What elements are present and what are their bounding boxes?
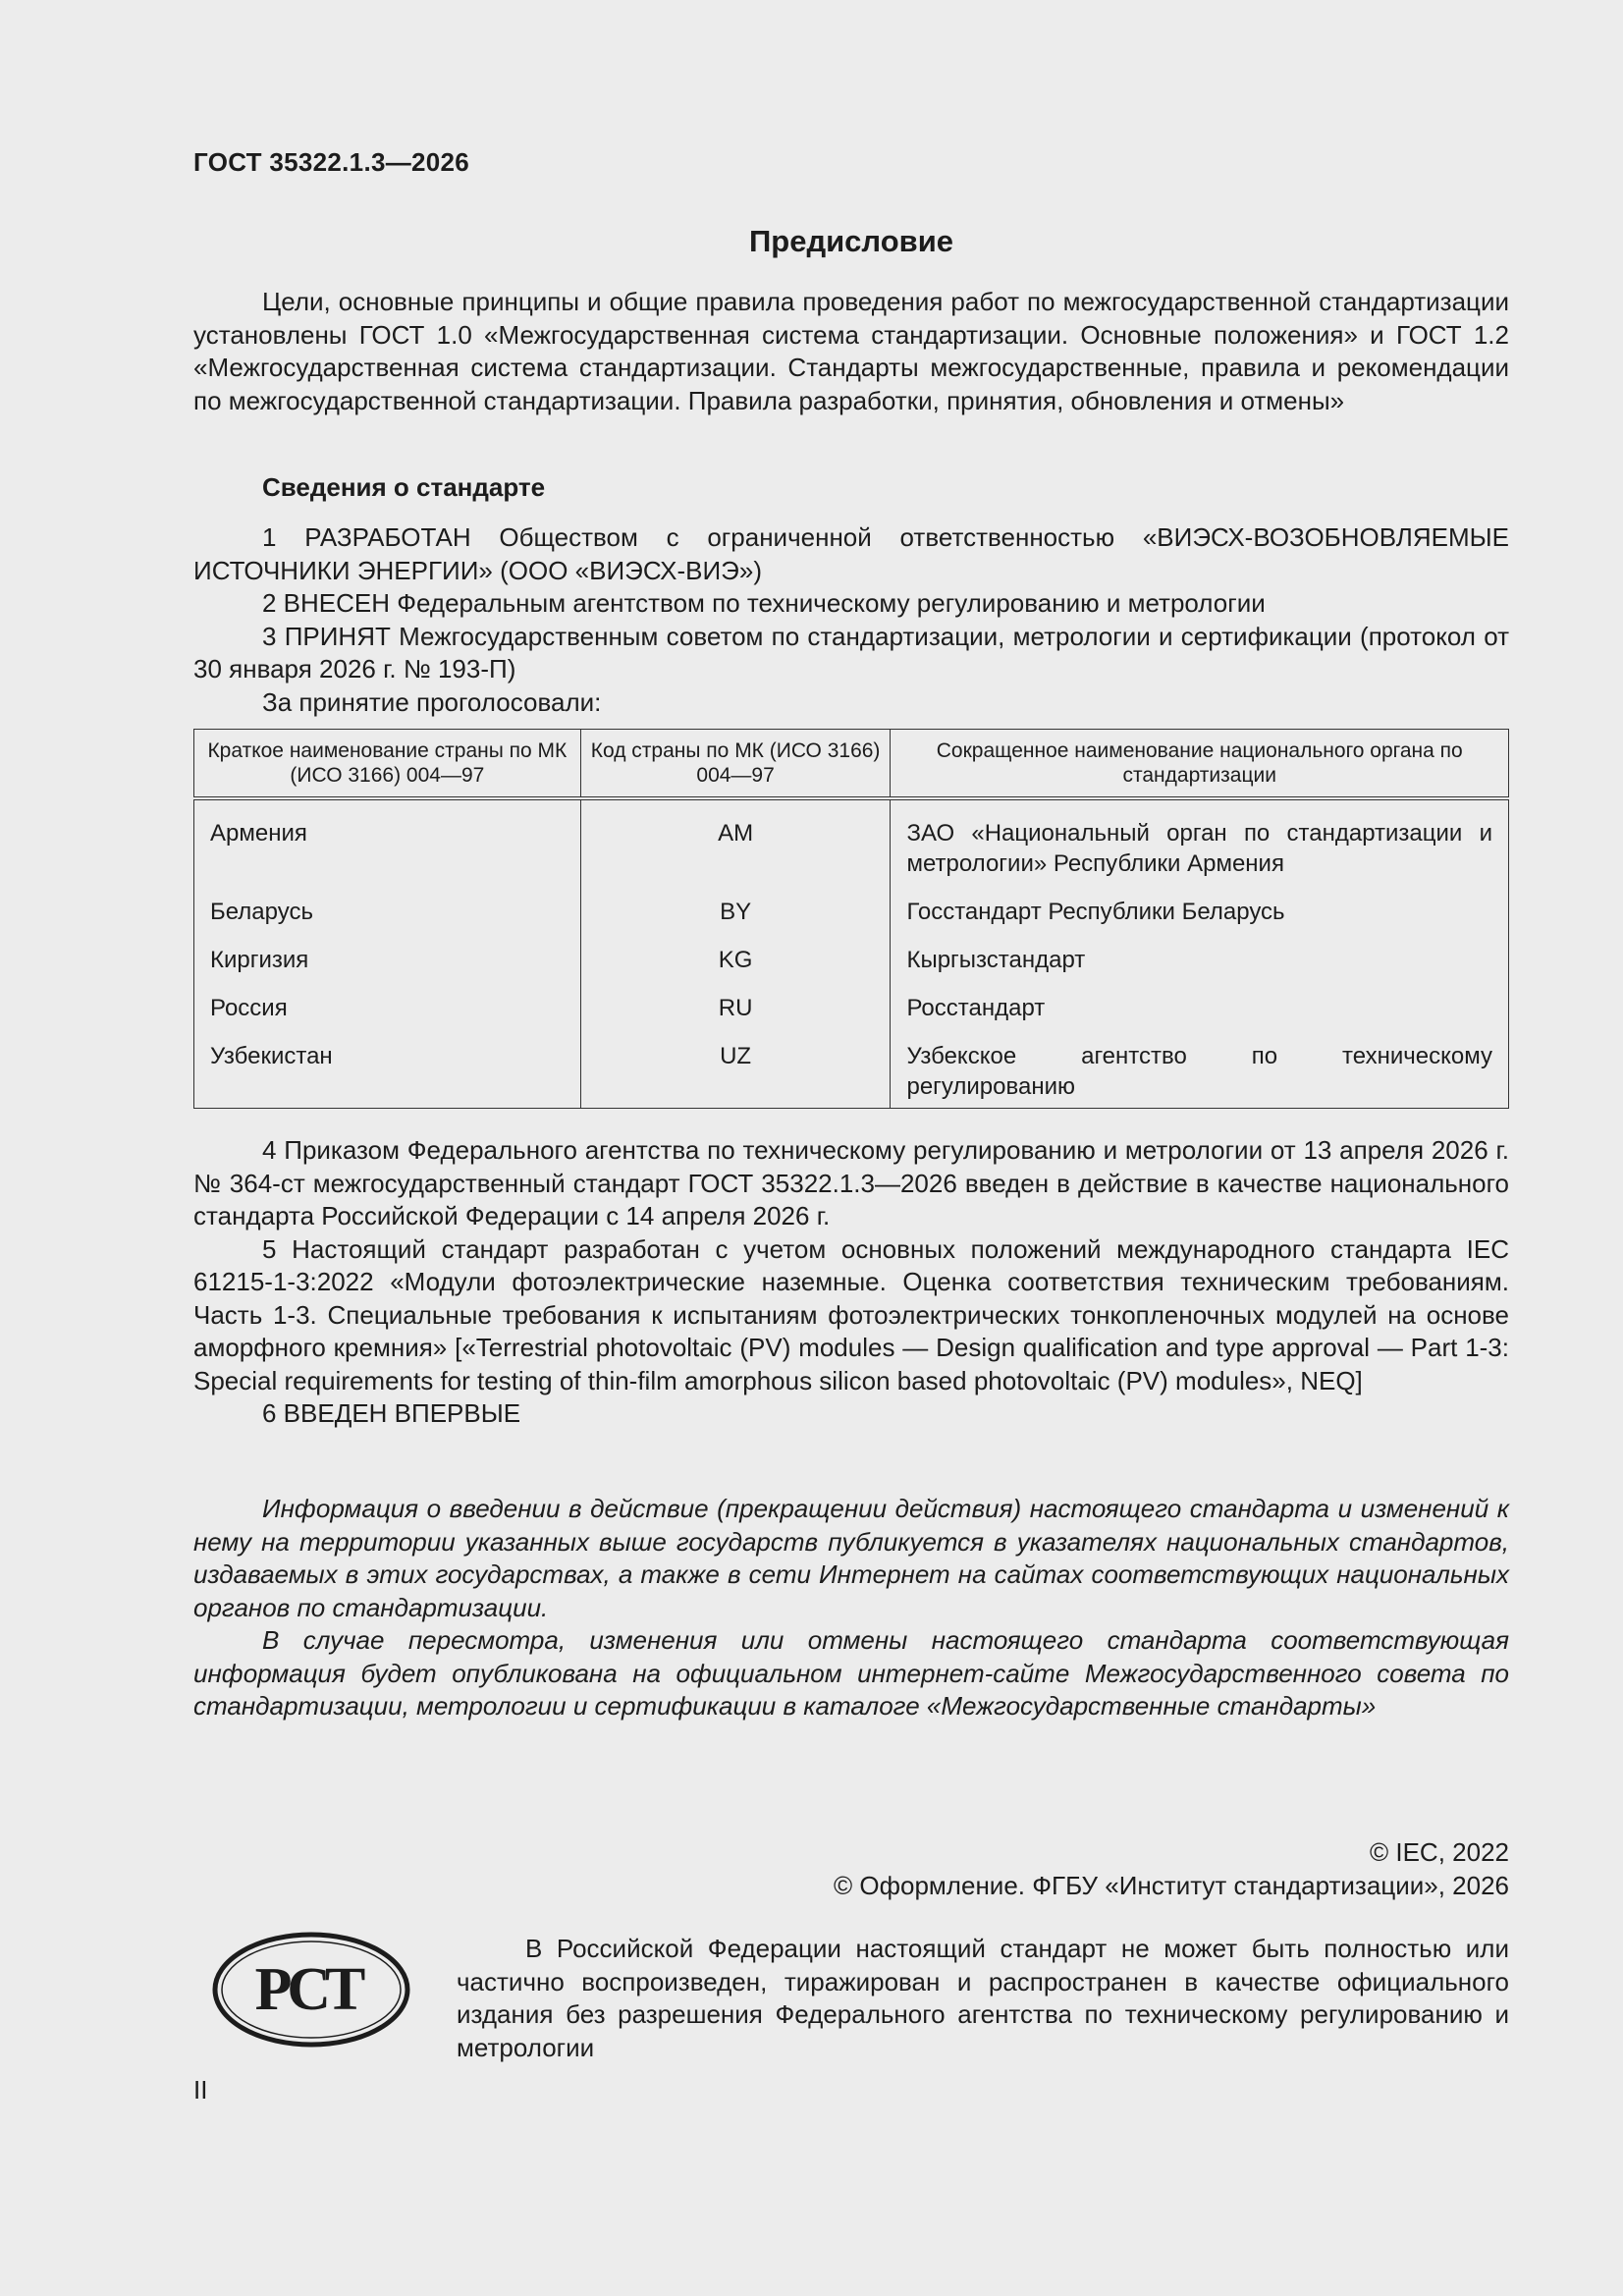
publication-info — [193, 1493, 1509, 1723]
column-header: Краткое наименование страны по МК (ИСО 3166) 004—97 — [194, 730, 581, 799]
page-title: Предисловие — [748, 224, 953, 258]
org-cell: Росстандарт — [891, 993, 1509, 1023]
org-cell: Узбекское агентство по техническому регулированию — [891, 1041, 1509, 1109]
reproduction-notice — [457, 1933, 1509, 2064]
table-row — [194, 1041, 1509, 1109]
code-cell: AM — [580, 798, 891, 879]
org-cell: Госстандарт Республики Беларусь — [891, 897, 1509, 927]
country-cell: Узбекистан — [194, 1041, 581, 1109]
doc-header: ГОСТ 35322.1.3—2026 — [193, 147, 470, 177]
items-section-top — [193, 521, 1509, 719]
notice-paragraph: В Российской Федерации настоящий стандарт не может быть полностью или частично воспроизведен, тиражирован и распространен в качестве официального издания без разрешения Федерального агентства по техническому регулированию и метрологии — [457, 1934, 1509, 2062]
info-heading: Сведения о стандарте — [262, 472, 546, 502]
copyright-block — [625, 1835, 1509, 1902]
info-paragraph-2: В случае пересмотра, изменения или отмены настоящего стандарта соответствующая информация будет опубликована на официальном интернет-сайте Межгосударственного совета по стандартизации, метрологии и сертификации в каталоге «Межгосударственные стандарты» — [193, 1625, 1509, 1721]
table-row — [194, 993, 1509, 1023]
item-4: 4 Приказом Федерального агентства по техническому регулированию и метрологии от 13 апреля 2026 г. № 364-ст межгосударственный стандарт ГОСТ 35322.1.3—2026 введен в действие в качестве национального стандарта Российской Федерации с 14 апреля 2026 г. — [193, 1135, 1509, 1230]
country-cell: Беларусь — [194, 897, 581, 927]
table-row — [194, 897, 1509, 927]
intro-paragraph: Цели, основные принципы и общие правила проведения работ по межгосударственной стандартизации установлены ГОСТ 1.0 «Межгосударственная система стандартизации. Основные положения» и ГОСТ 1.2 «Межгосударственная система стандартизации. Стандарты межгосударственные, правила и рекомендации по межгосударственной стандартизации. Правила разработки, принятия, обновления и отмены» — [193, 287, 1509, 415]
item-1: 1 РАЗРАБОТАН Обществом с ограниченной ответственностью «ВИЭСХ-ВОЗОБНОВЛЯЕМЫЕ ИСТОЧНИКИ ЭНЕРГИИ» (ООО «ВИЭСХ-ВИЭ») — [193, 522, 1509, 585]
code-cell: KG — [580, 945, 891, 975]
rst-logo — [211, 1931, 411, 2049]
item-2: 2 ВНЕСЕН Федеральным агентством по техническому регулированию и метрологии — [262, 588, 1266, 618]
org-cell: Кыргызстандарт — [891, 945, 1509, 975]
org-cell: ЗАО «Национальный орган по стандартизации и метрологии» Республики Армения — [891, 798, 1509, 879]
code-cell: BY — [580, 897, 891, 927]
copyright-design: © Оформление. ФГБУ «Институт стандартизации», 2026 — [834, 1871, 1509, 1900]
logo-lettering: РСТ — [254, 1956, 360, 2023]
country-cell: Россия — [194, 993, 581, 1023]
code-cell: UZ — [580, 1041, 891, 1109]
column-header: Код страны по МК (ИСО 3166) 004—97 — [580, 730, 891, 799]
items-section-bottom — [193, 1134, 1509, 1431]
country-cell: Киргизия — [194, 945, 581, 975]
intro-section — [193, 286, 1509, 417]
info-paragraph-1: Информация о введении в действие (прекращении действия) настоящего стандарта и изменений к нему на территории указанных выше государств публикуется в указателях национальных стандартов, издаваемых в этих государствах, а также в сети Интернет на сайтах соответствующих национальных органов по стандартизации. — [193, 1494, 1509, 1622]
voted-label: За принятие проголосовали: — [262, 686, 602, 717]
code-cell: RU — [580, 993, 891, 1023]
voting-table — [193, 729, 1509, 1109]
item-5: 5 Настоящий стандарт разработан с учетом основных положений международного стандарта IEC 61215-1-3:2022 «Модули фотоэлектрические наземные. Оценка соответствия техническим требованиям. Часть 1-3. Специальные требования к испытаниям фотоэлектрических тонкопленочных модулей на основе аморфного кремния» [«Terrestrial photovoltaic (PV) modules — Design qualification and type approval — Part 1-3: Special requirements for testing of thin-film amorphous silicon based photovoltaic (PV) modules», NEQ] — [193, 1233, 1509, 1395]
table-header-row — [194, 730, 1509, 799]
table-row — [194, 945, 1509, 975]
item-3: 3 ПРИНЯТ Межгосударственным советом по стандартизации, метрологии и сертификации (протокол от 30 января 2026 г. № 193-П) — [193, 621, 1509, 683]
country-cell: Армения — [194, 798, 581, 879]
table-row — [194, 798, 1509, 879]
item-6: 6 ВВЕДЕН ВПЕРВЫЕ — [262, 1398, 521, 1428]
copyright-iec: © IEC, 2022 — [1369, 1837, 1509, 1867]
page-number: II — [193, 2075, 208, 2105]
column-header: Сокращенное наименование национального органа по стандартизации — [891, 730, 1509, 799]
